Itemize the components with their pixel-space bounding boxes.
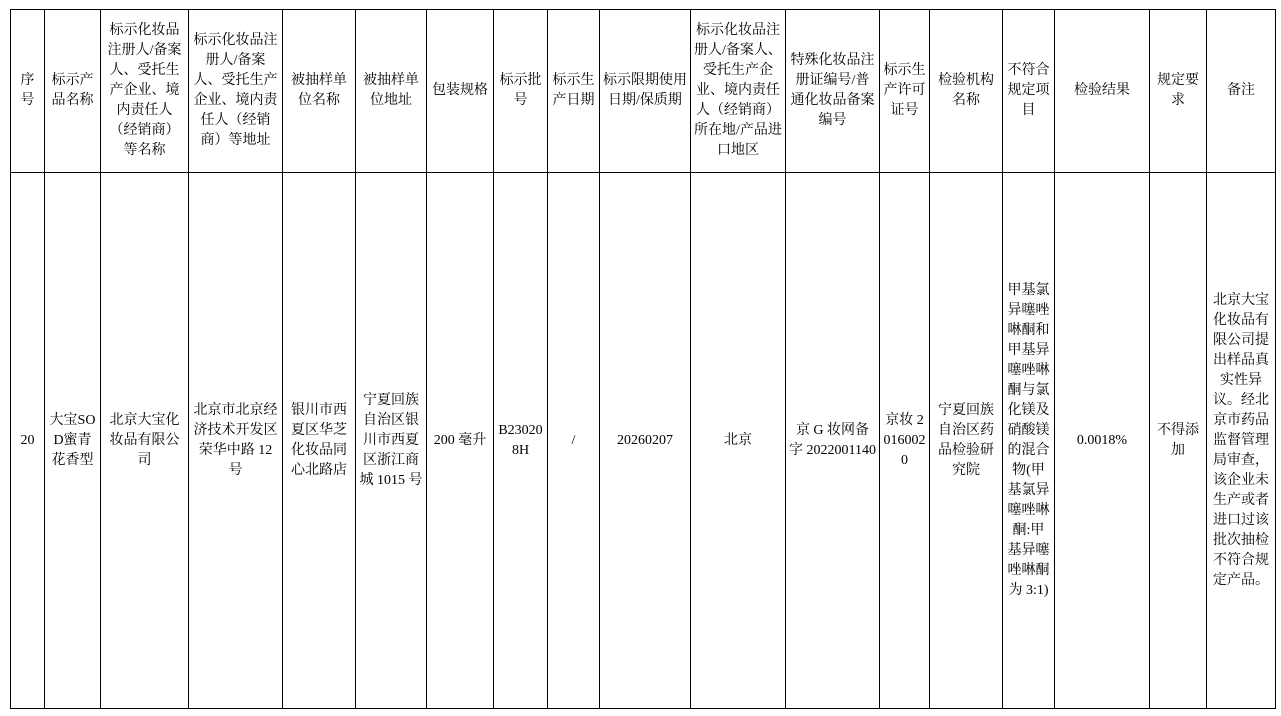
header-test-result: 检验结果	[1055, 10, 1150, 173]
inspection-results-table	[10, 9, 1276, 709]
cell-production-date: /	[548, 173, 600, 709]
header-registrant-name: 标示化妆品注册人/备案人、受托生产企业、境内责任人（经销商）等名称	[101, 10, 189, 173]
cell-test-result: 0.0018%	[1055, 173, 1150, 709]
cell-registrant-name: 北京大宝化妆品有限公司	[101, 173, 189, 709]
header-expiry-date: 标示限期使用日期/保质期	[600, 10, 691, 173]
cell-registration-number: 京 G 妆网备字 2022001140	[786, 173, 880, 709]
cell-nonconforming-item: 甲基氯异噻唑啉酮和甲基异噻唑啉酮与氯化镁及硝酸镁的混合物(甲基氯异噻唑啉酮:甲基异噻唑啉酮为 3:1)	[1003, 173, 1055, 709]
cell-expiry-date: 20260207	[600, 173, 691, 709]
cell-batch-number: B230208H	[494, 173, 548, 709]
header-batch-number: 标示批号	[494, 10, 548, 173]
cell-testing-institution: 宁夏回族自治区药品检验研究院	[930, 173, 1003, 709]
header-requirement: 规定要求	[1150, 10, 1207, 173]
header-registration-number: 特殊化妆品注册证编号/普通化妆品备案编号	[786, 10, 880, 173]
header-sampled-unit-name: 被抽样单位名称	[283, 10, 356, 173]
header-production-license: 标示生产许可证号	[880, 10, 930, 173]
cell-package-spec: 200 毫升	[427, 173, 494, 709]
header-remarks: 备注	[1207, 10, 1276, 173]
header-package-spec: 包装规格	[427, 10, 494, 173]
header-testing-institution: 检验机构名称	[930, 10, 1003, 173]
cell-registrant-address: 北京市北京经济技术开发区荣华中路 12 号	[189, 173, 283, 709]
cell-sampled-unit-name: 银川市西夏区华芝化妆品同心北路店	[283, 173, 356, 709]
header-production-date: 标示生产日期	[548, 10, 600, 173]
cell-sampled-unit-address: 宁夏回族自治区银川市西夏区浙江商城 1015 号	[356, 173, 427, 709]
cell-remarks: 北京大宝化妆品有限公司提出样品真实性异议。经北京市药品监督管理局审查，该企业未生产或者进口过该批次抽检不符合规定产品。	[1207, 173, 1276, 709]
header-sampled-unit-address: 被抽样单位地址	[356, 10, 427, 173]
table-header-row	[11, 10, 1276, 173]
cell-product-name: 大宝SOD蜜青花香型	[45, 173, 101, 709]
header-nonconforming-item: 不符合规定项目	[1003, 10, 1055, 173]
header-origin-region: 标示化妆品注册人/备案人、受托生产企业、境内责任人（经销商）所在地/产品进口地区	[691, 10, 786, 173]
header-serial-number: 序号	[11, 10, 45, 173]
header-product-name: 标示产品名称	[45, 10, 101, 173]
cell-origin-region: 北京	[691, 173, 786, 709]
cell-serial-number: 20	[11, 173, 45, 709]
table-row	[11, 173, 1276, 709]
header-registrant-address: 标示化妆品注册人/备案人、受托生产企业、境内责任人（经销商）等地址	[189, 10, 283, 173]
cell-requirement: 不得添加	[1150, 173, 1207, 709]
cell-production-license: 京妆 20160020	[880, 173, 930, 709]
